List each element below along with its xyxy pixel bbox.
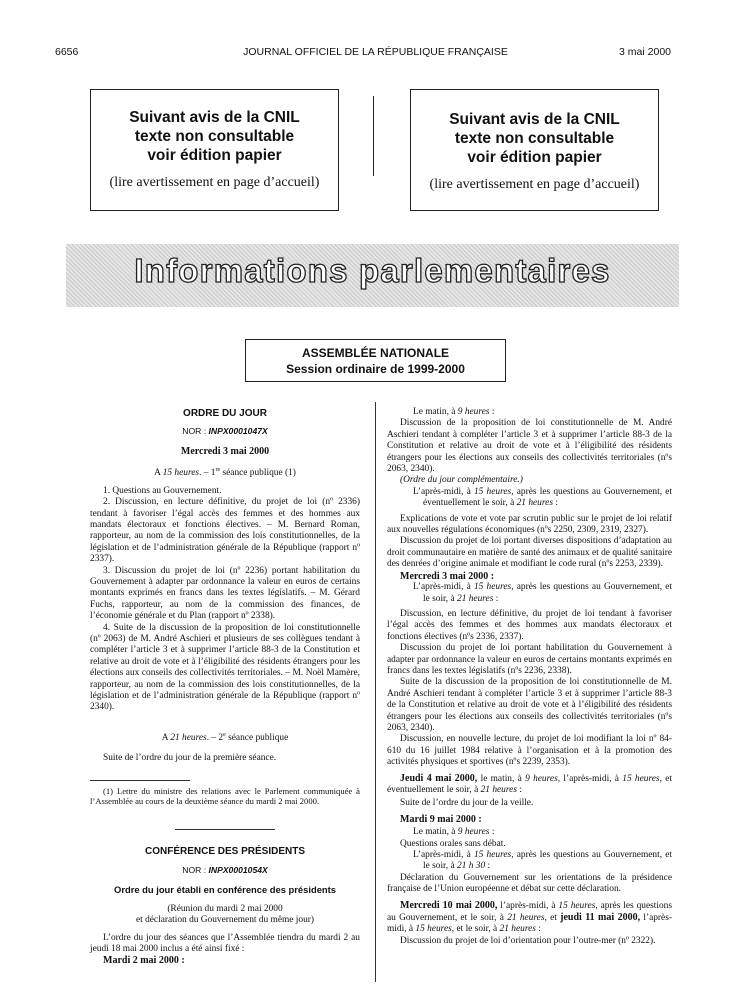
cnil-notice-box-left [90, 89, 339, 211]
agenda-paragraph: Déclaration du Gouvernement sur les orientations de la présidence française de l’Union européenne et débat sur cette déclaration. [387, 872, 672, 895]
agenda-note: (Ordre du jour complémentaire.) [400, 475, 523, 486]
agenda-paragraph: Discussion du projet de loi portant habilitation du Gouvernement à adapter par ordonnance la valeur en euros de certains montants exprimés en francs dans les textes législatifs (nºs 2236, 2338). [387, 643, 672, 676]
nor-value: INPX0001054X [208, 865, 268, 876]
cnil-notice-box-right [410, 89, 659, 211]
session-time: Le matin, à 9 heures : [413, 827, 495, 838]
agenda-paragraph: Mercredi 10 mai 2000, l’après-midi, à 15 heures, après les questions au Gouvernement, et le soir, à 21 heures, et jeudi 11 mai 2000, l’après-midi, à 15 heures, et le soir, à 21 heures : [387, 899, 672, 935]
agenda-paragraph: Suite de la discussion de la proposition de loi constitutionnelle de M. André Aschieri tendant à compléter l’article 3 et à supprimer l’article 88-3 de la Constitution et relative au droit de vote et à l’éligibilité des résidents étrangers pour les élections aux conseils des collectivités territoriales (nºs 2063, 2340). [387, 677, 672, 733]
cnil-line3: voir édition papier [147, 147, 282, 164]
session-time: L’après-midi, à 15 heures, après les questions au Gouvernement, et le soir, à 21 h 30 : [413, 850, 672, 872]
nor-line [90, 426, 360, 437]
session-time: L’après-midi, à 15 heures, après les questions au Gouvernement, et éventuellement le soir, à 21 heures : [413, 486, 672, 509]
agenda-paragraph: Discussion, en nouvelle lecture, du projet de loi modifiant la loi nº 84-610 du 16 juillet 1984 relative à l’organisation et à la promotion des activités physiques et sportives (nºs 2239, 2353). [387, 734, 672, 768]
day-heading: Mercredi 3 mai 2000 : [400, 570, 495, 582]
right-column [387, 407, 672, 947]
agenda-title: ORDRE DU JOUR [183, 408, 267, 419]
cnil-line2: texte non consultable [454, 130, 615, 147]
agenda-paragraph: Discussion de la proposition de loi constitutionnelle de M. André Aschieri tendant à compléter l’article 3 et à supprimer l’article 88-3 de la Constitution et relative au droit de vote et à l’éligibilité des résidents étrangers pour les élections aux conseils des collectivités territoriales (nºs 2063, 2340). [387, 418, 672, 475]
agenda-paragraph: Jeudi 4 mai 2000, le matin, à 9 heures, l’après-midi, à 15 heures, et éventuellement le soir, à 21 heures : [387, 772, 672, 795]
session-1-heading: A 15 heures. – 1re séance publique (1) [154, 467, 296, 479]
day-heading: Mardi 9 mai 2000 : [400, 813, 482, 825]
nor-label: NOR : [182, 426, 207, 437]
column-divider-top [373, 96, 374, 176]
header-date: 3 mai 2000 [619, 46, 671, 58]
session-2-text: Suite de l’ordre du jour de la première séance. [103, 753, 277, 764]
footnote-rule [90, 780, 190, 781]
cnil-line1: Suivant avis de la CNIL [129, 109, 300, 126]
reunion-line-2: et déclaration du Gouvernement du même jour) [135, 915, 315, 926]
cnil-line3: voir édition papier [467, 149, 602, 166]
agenda-item-4: 4. Suite de la discussion de la proposition de loi constitutionnelle (nº 2063) de M. André Aschieri et plusieurs de ses collègues tendant à compléter l’article 3 et à supprimer l’article 88-3 de la Constitution et relative au droit de vote et à l’éligibilité des résidents étrangers pour les élections aux conseils des collectivités territoriales. – M. Noël Mamère, rapporteur, au nom de la commission des lois constitutionnelles, de la législation et de l’administration générale de la République (rapport nº 2340). [90, 622, 360, 713]
assembly-session: Session ordinaire de 1999-2000 [286, 362, 465, 376]
section-banner [66, 244, 679, 307]
session-time: Le matin, à 9 heures : [413, 407, 495, 417]
footnote: (1) Lettre du ministre des relations avec le Parlement communiquée à l’Assemblée au cours de la deuxième séance du mardi 2 mai 2000. [90, 785, 360, 807]
agenda-paragraph: Explications de vote et vote par scrutin public sur le projet de loi relatif aux nouvelles régulations économiques (nºs 2250, 2309, 2319, 2327). [387, 513, 672, 536]
assembly-name: ASSEMBLÉE NATIONALE [301, 346, 450, 360]
journal-title: JOURNAL OFFICIEL DE LA RÉPUBLIQUE FRANÇAISE [243, 46, 508, 58]
left-column [90, 408, 360, 967]
nor-line-2 [90, 865, 360, 876]
column-divider [375, 402, 376, 982]
agenda-paragraph: Discussion du projet de loi d’orientation pour l’outre-mer (nº 2322). [400, 935, 656, 946]
agenda-item-1: 1. Questions au Gouvernement. [103, 485, 222, 496]
agenda-paragraph: Discussion, en lecture définitive, du projet de loi tendant à favoriser l’égal accès des femmes et des hommes aux mandats électoraux et fonctions électives (nºs 2336, 2337). [387, 608, 672, 642]
nor-value: INPX0001047X [208, 426, 268, 437]
conference-intro: L’ordre du jour des séances que l’Assemblée tiendra du mardi 2 au jeudi 18 mai 2000 inclus a été ainsi fixé : [90, 932, 360, 955]
day-heading: Mardi 2 mai 2000 : [103, 955, 185, 967]
session-2-heading: A 21 heures. – 2e séance publique [161, 731, 289, 743]
nor-label: NOR : [182, 865, 207, 876]
conference-title: CONFÉRENCE DES PRÉSIDENTS [144, 845, 306, 857]
date-heading: Mercredi 3 mai 2000 [180, 445, 270, 457]
agenda-item-3: 3. Discussion du projet de loi (nº 2236) portant habilitation du Gouvernement à adapter par ordonnance la valeur en euros de certains montants exprimés en francs dans les textes législatifs. – M. Gérard Fuchs, rapporteur, au nom de la commission des finances, de l’économie générale et du Plan (rapport nº 2338). [90, 565, 360, 622]
section-rule [175, 829, 275, 830]
agenda-paragraph: Suite de l’ordre du jour de la veille. [400, 798, 534, 809]
cnil-line1: Suivant avis de la CNIL [449, 111, 620, 128]
reunion-line-1: (Réunion du mardi 2 mai 2000 [167, 903, 283, 914]
cnil-sub: (lire avertissement en page d’accueil) [429, 177, 640, 192]
agenda-paragraph: Discussion du projet de loi portant diverses dispositions d’adaptation au droit communautaire en matière de santé des animaux et de qualité sanitaire des denrées d’origine animale et modifiant le code rural (nºs 2253, 2339). [387, 536, 672, 570]
page-number: 6656 [55, 46, 79, 58]
agenda-paragraph: Questions orales sans débat. [400, 838, 506, 849]
cnil-line2: texte non consultable [134, 128, 295, 145]
agenda-item-2: 2. Discussion, en lecture définitive, du projet de loi (nº 2336) tendant à favoriser l’égal accès des femmes et des hommes aux mandats électoraux et fonctions électives. – M. Bernard Roman, rapporteur, au nom de la commission des lois constitutionnelles, de la législation et de l’administration générale de la République (rapport nº 2337). [90, 497, 360, 565]
session-time: L’après-midi, à 15 heures, après les questions au Gouvernement, et le soir, à 21 heures : [413, 582, 672, 604]
cnil-sub: (lire avertissement en page d’accueil) [109, 175, 320, 190]
conference-subtitle: Ordre du jour établi en conférence des présidents [114, 884, 336, 896]
assembly-box [245, 339, 506, 382]
banner-title: Informations parlementaires [134, 252, 611, 289]
